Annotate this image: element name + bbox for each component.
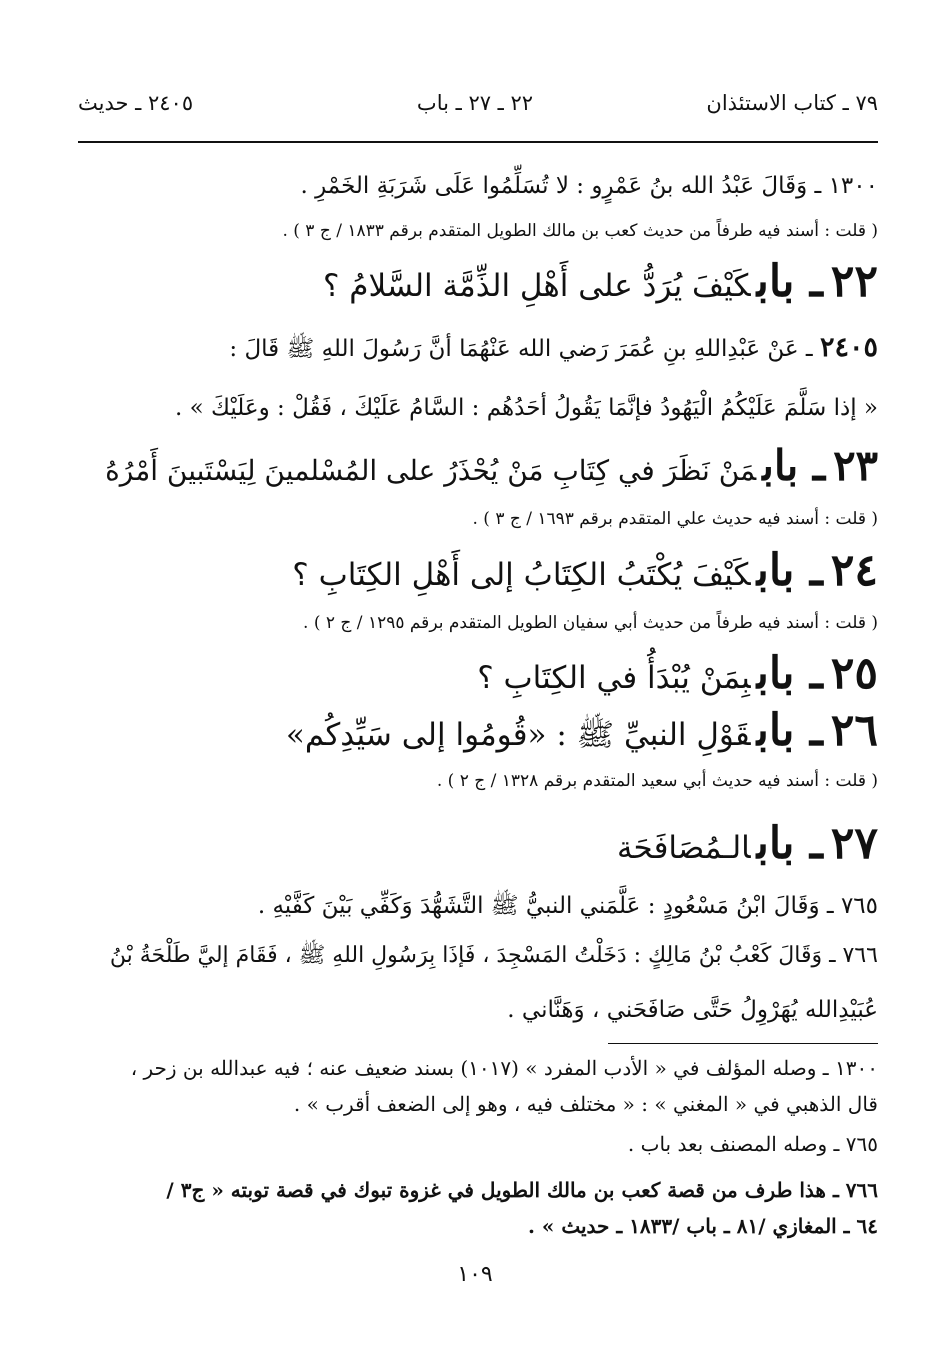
header-book-title: ٧٩ ـ كتاب الاستئذان bbox=[706, 91, 878, 115]
bab-25-number: ٢٥ bbox=[830, 648, 878, 699]
bab-26-keyword: ـ باب bbox=[756, 705, 823, 756]
footnote-765: ٧٦٥ ـ وصله المصنف بعد باب . bbox=[627, 1132, 878, 1156]
bab-27-heading bbox=[617, 818, 878, 874]
hadith-2405-number: ٢٤٠٥ bbox=[819, 332, 878, 363]
footnote-1300-line-1: ١٣٠٠ ـ وصله المؤلف في « الأدب المفرد » (١٠١٧) بسند ضعيف عنه ؛ فيه عبدالله بن زحر ، bbox=[130, 1056, 878, 1080]
bab-23-keyword: ـ باب bbox=[762, 441, 826, 490]
bab-23-heading bbox=[105, 440, 878, 497]
hadith-2405-text-1: ـ عَنْ عَبْدِاللهِ بنِ عُمَرَ رَضي الله عَنْهُمَا أنَّ رَسُولَ اللهِ ﷺ قَالَ : bbox=[229, 336, 813, 362]
footnote-766-line-2: ٦٤ ـ المغازي /٨١ ـ باب /١٨٣٣ ـ حديث » . bbox=[527, 1214, 878, 1238]
bab-25-heading bbox=[477, 648, 878, 704]
hadith-2405-line-2: « إذا سَلَّمَ عَلَيْكُمُ الْيَهُودُ فإنَّمَا يَقُولُ أحَدُهُم : السَّامُ عَلَيْكَ ، فَقُلْ : وعَلَيْكَ » . bbox=[174, 395, 878, 421]
bab-24-title: كَيْفَ يُكْتَبُ الكِتَابُ إلى أَهْلِ الكِتَابِ ؟ bbox=[292, 557, 751, 593]
hadith-2405-line-1 bbox=[229, 330, 878, 367]
athar-1300: ١٣٠٠ ـ وَقَالَ عَبْدُ الله بنُ عَمْرٍو : لا تُسَلِّمُوا عَلَى شَرَبَةِ الخَمْرِ . bbox=[300, 173, 878, 199]
bab-27-keyword: ـ باب bbox=[756, 818, 823, 869]
bab-24-heading bbox=[292, 545, 878, 601]
bab-27-number: ٢٧ bbox=[830, 818, 878, 869]
bab-22-number: ٢٢ bbox=[830, 256, 878, 307]
footnote-766-line-1: ٧٦٦ ـ هذا طرف من قصة كعب بن مالك الطويل في غزوة تبوك في قصة توبته « ج٣ / bbox=[166, 1178, 878, 1202]
bab-25-title: بِمَنْ يُبْدَأُ في الكِتَابِ ؟ bbox=[477, 660, 751, 696]
note-1300: ( قلت : أسند فيه طرفاً من حديث كعب بن مالك الطويل المتقدم برقم ١٨٣٣ / ج ٣ ) . bbox=[282, 221, 878, 241]
header-chapter-range: ٢٢ ـ ٢٧ ـ باب bbox=[416, 91, 534, 115]
bab-26-number: ٢٦ bbox=[830, 705, 878, 756]
athar-766-line-2: عُبَيْدِالله يُهَرْوِلُ حَتَّى صَافَحَني ، وَهَنَّاني . bbox=[507, 997, 878, 1023]
bab-27-title: الـمُصَافَحَة bbox=[616, 830, 751, 866]
header-rule bbox=[78, 141, 878, 143]
note-24: ( قلت : أسند فيه طرفاً من حديث أبي سفيان الطويل المتقدم برقم ١٢٩٥ / ج ٢ ) . bbox=[303, 613, 878, 633]
bab-22-keyword: ـ باب bbox=[756, 256, 823, 307]
bab-24-number: ٢٤ bbox=[830, 545, 878, 596]
note-26: ( قلت : أسند فيه حديث أبي سعيد المتقدم برقم ١٣٢٨ / ج ٢ ) . bbox=[436, 771, 878, 791]
bab-23-title: مَنْ نَظَرَ في كِتَابِ مَنْ يُحْذَرُ على المُسْلمينَ لِيَسْتَبينَ أَمْرُهُ bbox=[105, 454, 757, 487]
note-23: ( قلت : أسند فيه حديث علي المتقدم برقم ١٦٩٣ / ج ٣ ) . bbox=[472, 509, 878, 529]
footnote-1300-line-2: قال الذهبي في « المغني » : « مختلف فيه ، وهو إلى الضعف أقرب » . bbox=[293, 1092, 878, 1116]
athar-765: ٧٦٥ ـ وَقَالَ ابْنُ مَسْعُودٍ : عَلَّمَني النبيُّ ﷺ التَّشَهُّدَ وَكَفِّي بَيْنَ كَفَّيْهِ . bbox=[257, 893, 878, 919]
bab-23-number: ٢٣ bbox=[833, 441, 878, 490]
bab-26-title: قَوْلِ النبيِّ ﷺ : «قُومُوا إلى سَيِّدِكُم» bbox=[285, 717, 751, 753]
bab-22-heading bbox=[323, 256, 878, 312]
athar-766-line-1: ٧٦٦ ـ وَقَالَ كَعْبُ بْنُ مَالِكٍ : دَخَلْتُ المَسْجِدَ ، فَإذَا بِرَسُولِ اللهِ ﷺ ، فَقَامَ إليَّ طَلْحَةُ بْنُ bbox=[109, 943, 878, 968]
bab-22-title: كَيْفَ يُرَدُّ على أَهْلِ الذِّمَّة السَّلامُ ؟ bbox=[322, 268, 751, 304]
header-hadith-number: ٢٤٠٥ ـ حديث bbox=[78, 91, 194, 115]
footnote-rule bbox=[608, 1043, 878, 1044]
bab-26-heading bbox=[286, 705, 878, 761]
page-number: ١٠٩ bbox=[457, 1262, 493, 1287]
bab-25-keyword: ـ باب bbox=[756, 648, 823, 699]
bab-24-keyword: ـ باب bbox=[756, 545, 823, 596]
